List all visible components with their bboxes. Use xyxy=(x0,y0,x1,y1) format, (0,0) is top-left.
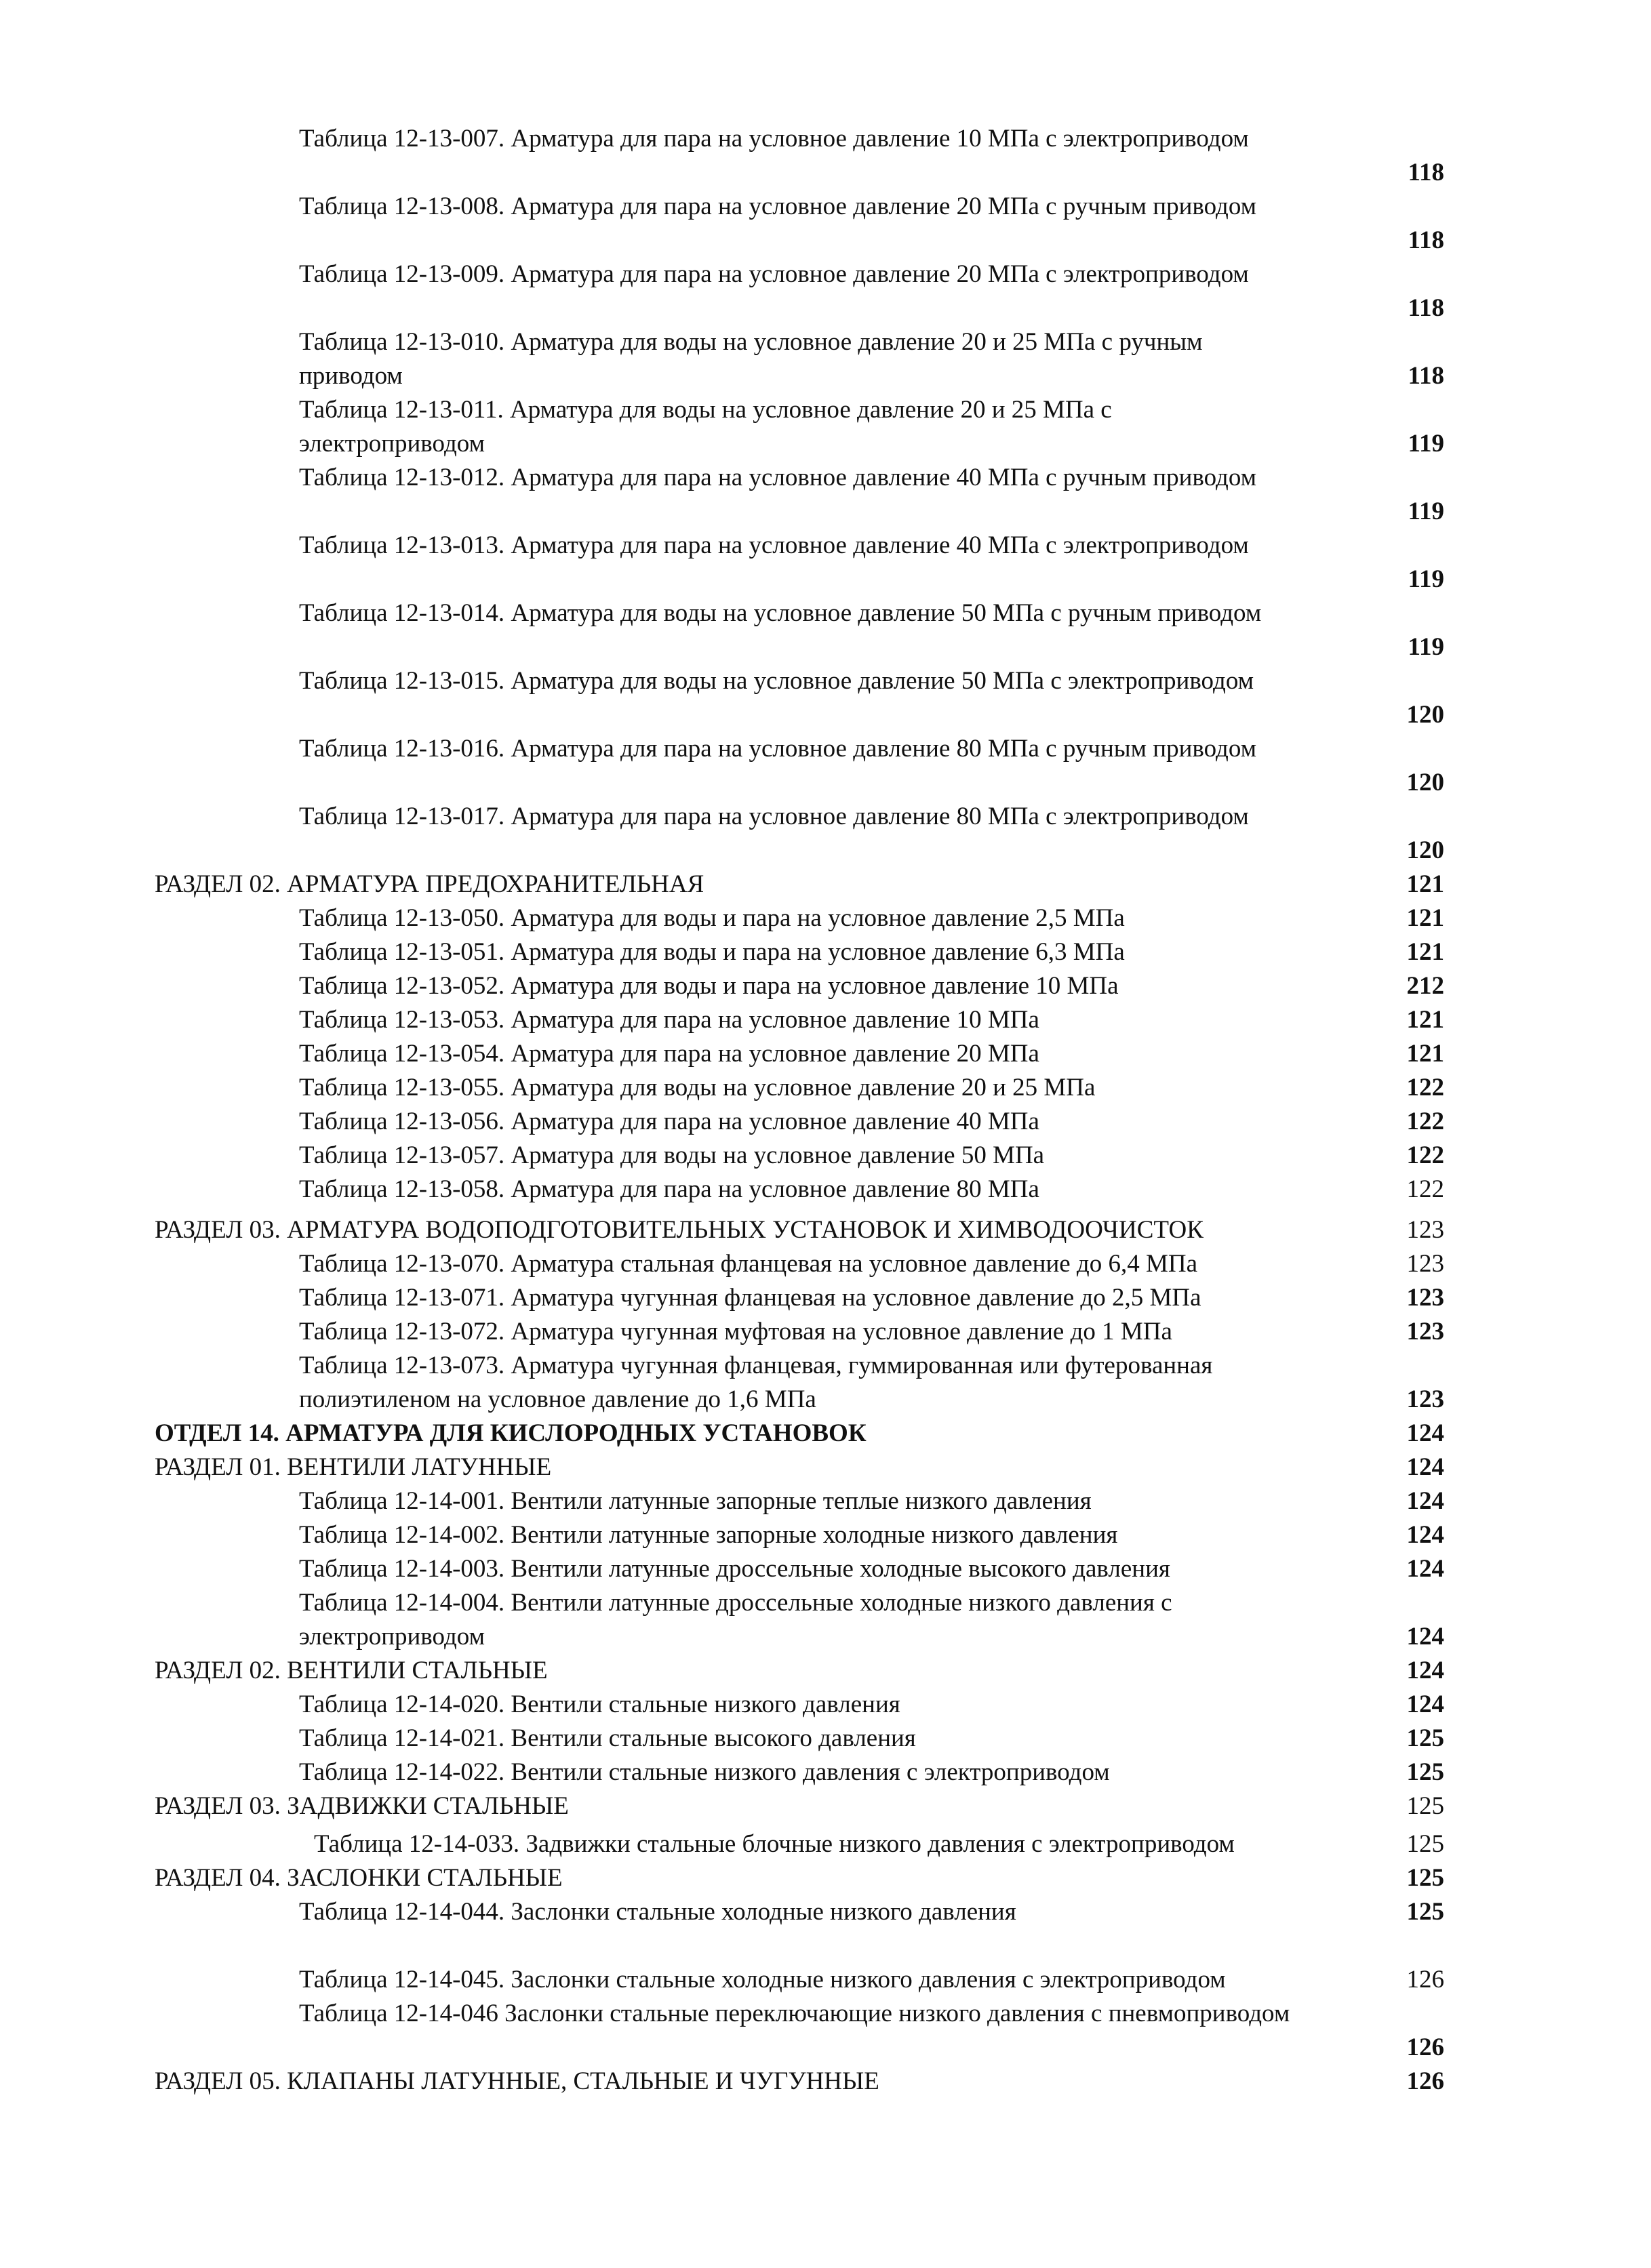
toc-entry-page: 120 xyxy=(1406,701,1444,729)
toc-entry[interactable] xyxy=(0,1997,1651,2065)
toc-entry-title: Таблица 12-13-007. Арматура для пара на условное давление 10 МПа с электроприводом xyxy=(299,125,1249,153)
toc-entry-page: 118 xyxy=(1408,226,1444,254)
toc-section-page: 125 xyxy=(1406,1792,1444,1820)
toc-entry-page: 124 xyxy=(1406,1487,1444,1515)
toc-division[interactable] xyxy=(0,1417,1651,1451)
toc-entry[interactable] xyxy=(0,1827,1651,1861)
toc-section-title: РАЗДЕЛ 02. ВЕНТИЛИ СТАЛЬНЫЕ xyxy=(155,1657,548,1684)
toc-entry-page: 125 xyxy=(1406,1898,1444,1926)
toc-entry-page: 123 xyxy=(1406,1385,1444,1413)
toc-entry-title: Таблица 12-13-016. Арматура для пара на условное давление 80 МПа с ручным приводом xyxy=(299,735,1257,763)
toc-entry[interactable] xyxy=(0,258,1651,325)
toc-division-title: ОТДЕЛ 14. АРМАТУРА ДЛЯ КИСЛОРОДНЫХ УСТАНОВОК xyxy=(155,1419,867,1447)
toc-entry-title: Таблица 12-14-044. Заслонки стальные холодные низкого давления xyxy=(299,1898,1016,1926)
toc-entry-title: Таблица 12-13-013. Арматура для пара на условное давление 40 МПа с электроприводом xyxy=(299,531,1249,559)
toc-entry-page: 126 xyxy=(1406,2033,1444,2061)
toc-entry[interactable] xyxy=(0,1003,1651,1037)
toc-section[interactable] xyxy=(0,1861,1651,1895)
toc-entry[interactable] xyxy=(0,1315,1651,1349)
toc-entry-page: 118 xyxy=(1408,294,1444,322)
toc-entry[interactable] xyxy=(0,122,1651,190)
toc-section-page: 124 xyxy=(1406,1657,1444,1684)
toc-entry[interactable] xyxy=(0,1139,1651,1173)
toc-entry-page: 122 xyxy=(1406,1141,1444,1169)
toc-entry[interactable] xyxy=(0,1552,1651,1586)
toc-entry-page: 118 xyxy=(1408,362,1444,390)
toc-section-page: 124 xyxy=(1406,1453,1444,1481)
toc-entry-title: Таблица 12-13-017. Арматура для пара на условное давление 80 МПа с электроприводом xyxy=(299,803,1249,830)
toc-entry-title: Таблица 12-13-053. Арматура для пара на условное давление 10 МПа xyxy=(299,1006,1039,1034)
toc-entry[interactable] xyxy=(0,1037,1651,1071)
toc-entry-title: Таблица 12-13-009. Арматура для пара на условное давление 20 МПа с электроприводом xyxy=(299,260,1249,288)
toc-entry-page: 119 xyxy=(1408,633,1444,661)
toc-entry-page: 120 xyxy=(1406,769,1444,796)
toc-entry[interactable] xyxy=(0,596,1651,664)
toc-entry-title: Таблица 12-13-014. Арматура для воды на условное давление 50 МПа с ручным приводом xyxy=(299,599,1262,627)
toc-entry-title: Таблица 12-13-050. Арматура для воды и пара на условное давление 2,5 МПа xyxy=(299,904,1125,932)
toc-section-title: РАЗДЕЛ 01. ВЕНТИЛИ ЛАТУННЫЕ xyxy=(155,1453,552,1481)
toc-entry[interactable] xyxy=(0,1963,1651,1997)
toc-entry[interactable] xyxy=(0,1484,1651,1518)
toc-entry-title: Таблица 12-13-015. Арматура для воды на условное давление 50 МПа с электроприводом xyxy=(299,667,1254,695)
toc-entry-page: 124 xyxy=(1406,1521,1444,1549)
toc-entry-page: 120 xyxy=(1406,836,1444,864)
toc-entry-title: Таблица 12-14-033. Задвижки стальные блочные низкого давления с электроприводом xyxy=(314,1830,1235,1858)
toc-entry-page: 121 xyxy=(1406,1040,1444,1068)
toc-entry-title: Таблица 12-13-070. Арматура стальная фланцевая на условное давление до 6,4 МПа xyxy=(299,1250,1198,1278)
toc-entry[interactable] xyxy=(0,393,1651,461)
toc-entry-title: Таблица 12-13-054. Арматура для пара на условное давление 20 МПа xyxy=(299,1040,1039,1068)
toc-entry[interactable] xyxy=(0,1518,1651,1552)
toc-entry-page: 124 xyxy=(1406,1555,1444,1583)
toc-entry-title: Таблица 12-13-072. Арматура чугунная муфтовая на условное давление до 1 МПа xyxy=(299,1318,1172,1345)
toc-entry[interactable] xyxy=(0,1756,1651,1789)
toc-entry[interactable] xyxy=(0,935,1651,969)
toc-entry-page: 121 xyxy=(1406,904,1444,932)
toc-entry[interactable] xyxy=(0,1247,1651,1281)
toc-entry-page: 126 xyxy=(1406,1966,1444,1993)
toc-section[interactable] xyxy=(0,1213,1651,1247)
toc-section[interactable] xyxy=(0,1451,1651,1484)
toc-entry-page: 125 xyxy=(1406,1830,1444,1858)
toc-entry-title: Таблица 12-14-046 Заслонки стальные переключающие низкого давления с пневмоприводом xyxy=(299,2000,1290,2027)
toc-entry-title: Таблица 12-13-055. Арматура для воды на условное давление 20 и 25 МПа xyxy=(299,1074,1096,1101)
toc-entry-title: Таблица 12-14-022. Вентили стальные низкого давления с электроприводом xyxy=(299,1758,1110,1786)
toc-entry[interactable] xyxy=(0,190,1651,258)
toc-entry[interactable] xyxy=(0,529,1651,596)
toc-entry-title: Таблица 12-13-008. Арматура для пара на условное давление 20 МПа с ручным приводом xyxy=(299,193,1257,220)
toc-entry[interactable] xyxy=(0,1895,1651,1929)
toc-entry-page: 125 xyxy=(1406,1758,1444,1786)
toc-entry[interactable] xyxy=(0,325,1651,393)
toc-entry-title: Таблица 12-14-021. Вентили стальные высокого давления xyxy=(299,1724,916,1752)
toc-entry-page: 124 xyxy=(1406,1623,1444,1651)
toc-entry-page: 119 xyxy=(1408,498,1444,525)
toc-entry-page: 123 xyxy=(1406,1318,1444,1345)
toc-section-page: 126 xyxy=(1406,2067,1444,2095)
toc-entry[interactable] xyxy=(0,1688,1651,1722)
toc-section-title: РАЗДЕЛ 03. ЗАДВИЖКИ СТАЛЬНЫЕ xyxy=(155,1792,569,1820)
toc-entry-title: Таблица 12-13-052. Арматура для воды и пара на условное давление 10 МПа xyxy=(299,972,1119,1000)
toc-entry-title: Таблица 12-13-051. Арматура для воды и пара на условное давление 6,3 МПа xyxy=(299,938,1125,966)
toc-entry-title: Таблица 12-13-056. Арматура для пара на условное давление 40 МПа xyxy=(299,1108,1039,1135)
toc-entry-page: 123 xyxy=(1406,1284,1444,1312)
toc-entry-page: 121 xyxy=(1406,1006,1444,1034)
toc-entry-title: Таблица 12-14-001. Вентили латунные запорные теплые низкого давления xyxy=(299,1487,1092,1515)
toc-entry[interactable] xyxy=(0,969,1651,1003)
toc-entry[interactable] xyxy=(0,664,1651,732)
toc-entry-page: 124 xyxy=(1406,1690,1444,1718)
toc-entry-title: Таблица 12-13-012. Арматура для пара на условное давление 40 МПа с ручным приводом xyxy=(299,464,1257,491)
toc-section[interactable] xyxy=(0,2065,1651,2099)
toc-entry-page: 125 xyxy=(1406,1724,1444,1752)
toc-section-title: РАЗДЕЛ 04. ЗАСЛОНКИ СТАЛЬНЫЕ xyxy=(155,1864,563,1892)
toc-entry-page: 122 xyxy=(1406,1108,1444,1135)
toc-entry-page: 123 xyxy=(1406,1250,1444,1278)
toc-entry[interactable] xyxy=(0,1071,1651,1105)
toc-section[interactable] xyxy=(0,1789,1651,1823)
toc-entry[interactable] xyxy=(0,1586,1651,1654)
toc-entry-title: Таблица 12-13-057. Арматура для воды на условное давление 50 МПа xyxy=(299,1141,1045,1169)
toc-entry-page: 119 xyxy=(1408,430,1444,458)
toc-section-page: 121 xyxy=(1406,870,1444,898)
toc-entry-page: 119 xyxy=(1408,565,1444,593)
toc-entry-page: 212 xyxy=(1406,972,1444,1000)
toc-entry[interactable] xyxy=(0,1173,1651,1207)
toc-section-page: 125 xyxy=(1406,1864,1444,1892)
toc-section-page: 123 xyxy=(1406,1216,1444,1244)
toc-entry-page: 118 xyxy=(1408,159,1444,186)
toc-section-title: РАЗДЕЛ 02. АРМАТУРА ПРЕДОХРАНИТЕЛЬНАЯ xyxy=(155,870,704,898)
toc-entry-page: 122 xyxy=(1406,1074,1444,1101)
toc-entry[interactable] xyxy=(0,732,1651,800)
toc-entry[interactable] xyxy=(0,1349,1651,1417)
toc-section-title: РАЗДЕЛ 03. АРМАТУРА ВОДОПОДГОТОВИТЕЛЬНЫХ УСТАНОВОК И ХИМВОДООЧИСТОК xyxy=(155,1216,1204,1244)
toc-entry-title: Таблица 12-13-011. Арматура для воды на условное давление 20 и 25 МПа с электроприводом xyxy=(299,396,1112,458)
toc-entry-title: Таблица 12-14-003. Вентили латунные дроссельные холодные высокого давления xyxy=(299,1555,1170,1583)
toc-entry[interactable] xyxy=(0,800,1651,868)
toc-entry-title: Таблица 12-13-010. Арматура для воды на условное давление 20 и 25 МПа с ручным приводом xyxy=(299,328,1203,390)
toc-entry-title: Таблица 12-14-020. Вентили стальные низкого давления xyxy=(299,1690,900,1718)
toc-section-title: РАЗДЕЛ 05. КЛАПАНЫ ЛАТУННЫЕ, СТАЛЬНЫЕ И ЧУГУННЫЕ xyxy=(155,2067,879,2095)
toc-entry[interactable] xyxy=(0,902,1651,935)
toc-entry-title: Таблица 12-13-058. Арматура для пара на условное давление 80 МПа xyxy=(299,1175,1039,1203)
toc-entry-title: Таблица 12-13-073. Арматура чугунная фланцевая, гуммированная или футерованная полиэтиленом на условное давление до 1,6 МПа xyxy=(299,1352,1213,1413)
toc-entry[interactable] xyxy=(0,1281,1651,1315)
toc-entry-title: Таблица 12-14-004. Вентили латунные дроссельные холодные низкого давления с электроприводом xyxy=(299,1589,1172,1651)
toc-section[interactable] xyxy=(0,1654,1651,1688)
toc-entry[interactable] xyxy=(0,1722,1651,1756)
toc-section[interactable] xyxy=(0,868,1651,902)
toc-division-page: 124 xyxy=(1406,1419,1444,1447)
toc-entry-title: Таблица 12-14-002. Вентили латунные запорные холодные низкого давления xyxy=(299,1521,1118,1549)
toc-entry-page: 121 xyxy=(1406,938,1444,966)
toc-entry-title: Таблица 12-14-045. Заслонки стальные холодные низкого давления с электроприводом xyxy=(299,1966,1226,1993)
toc-entry-title: Таблица 12-13-071. Арматура чугунная фланцевая на условное давление до 2,5 МПа xyxy=(299,1284,1201,1312)
toc-entry-page: 122 xyxy=(1406,1175,1444,1203)
toc-entry[interactable] xyxy=(0,461,1651,529)
toc-entry[interactable] xyxy=(0,1105,1651,1139)
